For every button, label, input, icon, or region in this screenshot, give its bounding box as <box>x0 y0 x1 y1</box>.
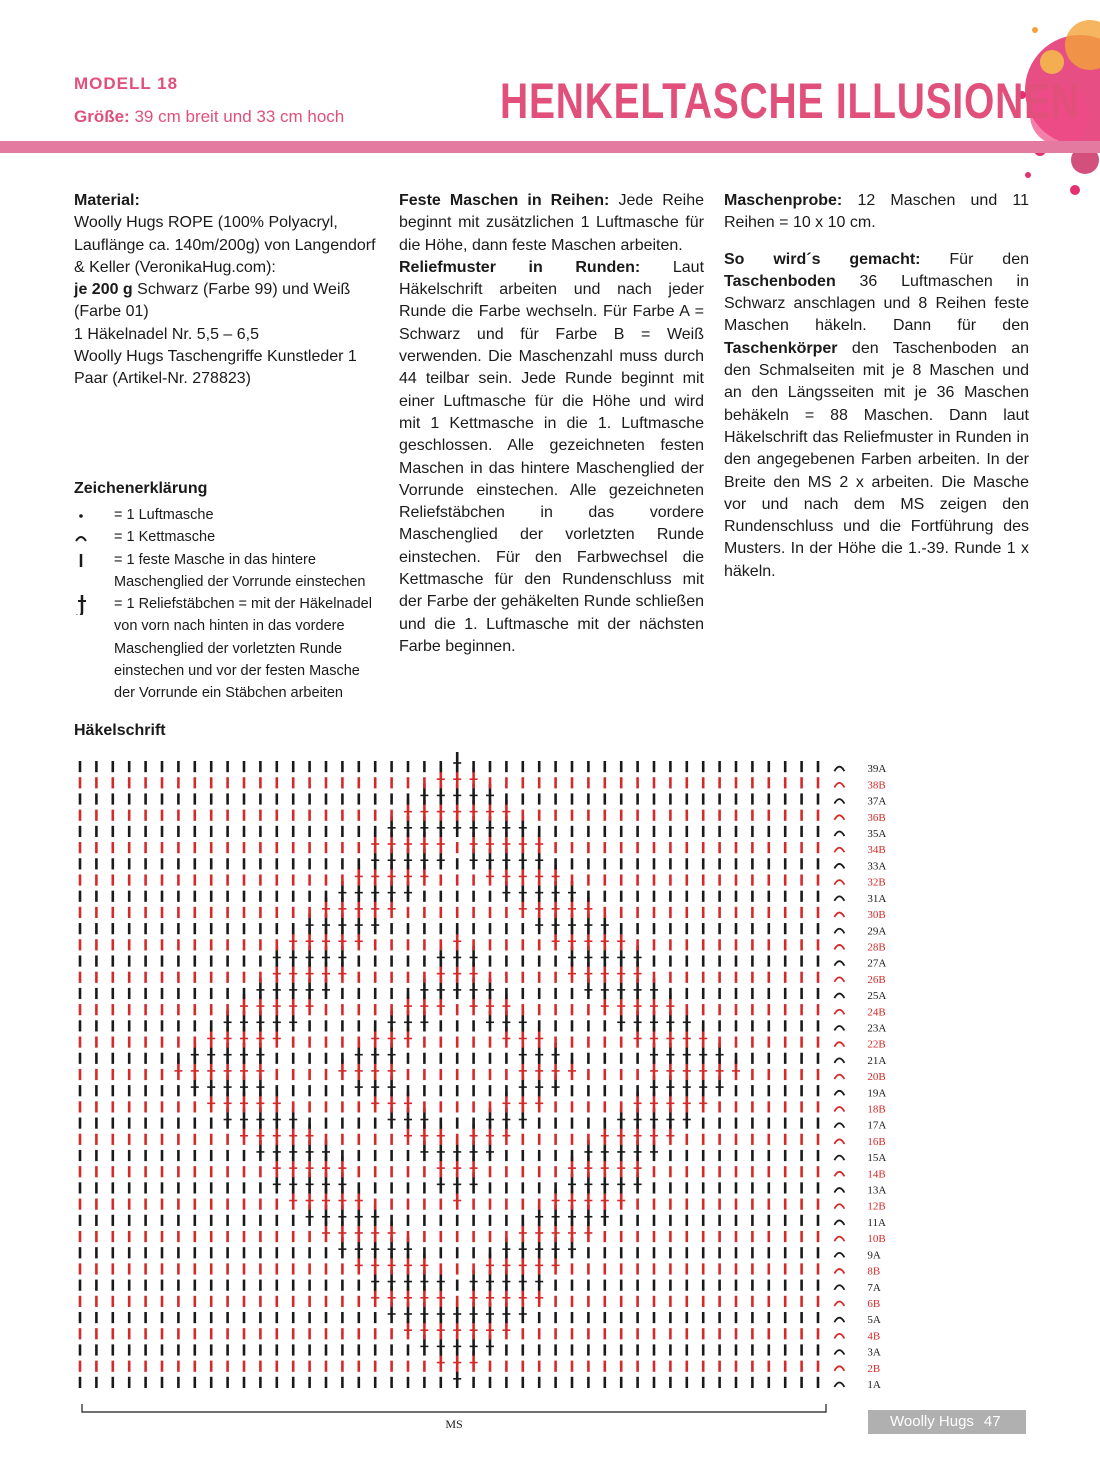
chart-title: Häkelschrift <box>74 722 166 739</box>
row-label: 5A <box>867 1314 881 1327</box>
slip-stitch-icon <box>834 1334 844 1339</box>
page-footer <box>868 1410 1026 1434</box>
legend-text-relief-2: von vorn nach hinten in das vordere <box>114 618 345 635</box>
footer-brand: Woolly Hugs <box>890 1413 974 1430</box>
slip-stitch-icon <box>834 1156 844 1161</box>
row-label: 7A <box>867 1281 881 1294</box>
slip-stitch-icon <box>834 896 844 901</box>
slip-stitch-icon <box>834 799 844 804</box>
legend-item-chain <box>74 504 389 526</box>
amount-bold: je 200 g <box>74 281 133 299</box>
slip-stitch-icon <box>834 1253 844 1258</box>
slip-stitch-icon <box>834 783 844 788</box>
row-label: 30B <box>867 909 886 922</box>
slip-stitch-icon <box>834 1188 844 1193</box>
slip-stitch-icon <box>834 1075 844 1080</box>
instructions-column <box>399 190 704 658</box>
slip-stitch-icon <box>834 994 844 999</box>
page-number: 47 <box>983 1413 1001 1430</box>
crochet-chart <box>70 752 920 1430</box>
row-label: 15A <box>867 1152 887 1165</box>
slip-stitch-icon <box>834 1042 844 1047</box>
slip-stitch-icon <box>834 832 844 837</box>
legend-text-relief-4: einstechen und vor der festen Masche <box>114 663 360 680</box>
row-label: 22B <box>867 1038 886 1051</box>
slip-stitch-icon <box>834 1318 844 1323</box>
slip-stitch-icon <box>834 1237 844 1242</box>
row-label: 19A <box>867 1087 887 1100</box>
rows-text: Jede Reihe beginnt mit zusätzlichen 1 Luftmasche für die Höhe, dann feste Maschen arbeiten. <box>399 192 705 254</box>
row-label: 2B <box>867 1362 881 1375</box>
slip-stitch-icon <box>834 961 844 966</box>
slip-stitch-icon <box>834 864 844 869</box>
legend-text-relief-3: Maschenglied der vorletzten Runde <box>114 640 343 657</box>
row-label: 39A <box>867 763 887 776</box>
slip-stitch-icon <box>834 1220 844 1225</box>
row-label: 32B <box>867 876 886 889</box>
row-label: 8B <box>867 1265 881 1278</box>
slip-stitch-icon <box>834 1269 844 1274</box>
gauge-heading: Maschenprobe: <box>724 192 843 209</box>
legend-text-relief: = 1 Reliefstäbchen = mit der Häkelnadel <box>114 596 372 613</box>
slip-stitch-icon <box>74 526 110 548</box>
material-column <box>74 190 384 391</box>
row-label: 25A <box>867 990 887 1003</box>
slip-stitch-icon <box>834 1139 844 1144</box>
handles-text: Woolly Hugs Taschengriffe Kunstleder 1 Paar (Artikel-Nr. 278823) <box>74 348 357 388</box>
row-label: 23A <box>867 1022 887 1035</box>
material-text: Woolly Hugs ROPE (100% Polyacryl, Lauflänge ca. 140m/200g) von Langendorf & Keller (VeronikaHug.com): <box>74 214 376 276</box>
method-bold-3: Taschenkörper <box>724 339 838 357</box>
method-text-1: Für den <box>949 250 1030 268</box>
single-crochet-icon <box>74 549 110 571</box>
row-label: 18B <box>867 1103 886 1116</box>
dot-icon <box>74 504 110 526</box>
row-label: 13A <box>867 1184 887 1197</box>
row-label: 35A <box>867 828 887 841</box>
gauge-text: 12 Maschen und 11 Reihen = 10 x 10 cm. <box>724 192 1029 232</box>
row-label: 12B <box>867 1200 886 1213</box>
row-label: 38B <box>867 779 886 792</box>
slip-stitch-icon <box>834 1172 844 1177</box>
legend-title: Zeichenerklärung <box>74 480 208 497</box>
hook-text: 1 Häkelnadel Nr. 5,5 – 6,5 <box>74 325 260 343</box>
row-label: 21A <box>867 1054 887 1067</box>
slip-stitch-icon <box>834 929 844 934</box>
slip-stitch-icon <box>834 1285 844 1290</box>
method-bold-2: Taschenboden <box>724 272 836 290</box>
legend-text-slip: = 1 Kettmasche <box>114 529 216 546</box>
row-label: 34B <box>867 844 886 857</box>
row-label: 27A <box>867 957 887 970</box>
slip-stitch-icon <box>834 767 844 772</box>
legend-item-relief <box>74 593 389 615</box>
slip-stitch-icon <box>834 848 844 853</box>
header-rule <box>0 141 1100 153</box>
slip-stitch-icon <box>834 1204 844 1209</box>
slip-stitch-icon <box>834 1107 844 1112</box>
relief-text: Laut Häkelschrift arbeiten und nach jeder Runde die Farbe wechseln. Für Farbe A = Schwarz und für Farbe B = Weiß verwenden. Die Maschenzahl muss durch 44 teilbar sein. Jede Runde beginnt mit einer Luftmasche für die Höhe und wird mit 1 Kettmasche in die 1. Luftmasche geschlossen. Alle gezeichneten festen Maschen in das hintere Maschenglied der Vorrunde einstechen. Alle gezeichneten Reliefstäbchen in das vordere Maschenglied der vorletzten Runde einstechen. Für den Farbwechsel die Kettmasche für den Rundenschluss mit der Farbe der gehäkelten Runde schließen und die 1. Luftmasche mit der nächsten Farbe beginnen. <box>399 258 705 655</box>
repeat-bracket <box>82 1404 826 1412</box>
legend-item-single <box>74 549 389 571</box>
row-label: 31A <box>867 892 887 905</box>
method-column <box>724 190 1029 583</box>
row-label: 4B <box>867 1330 881 1343</box>
slip-stitch-icon <box>834 1058 844 1063</box>
size-info <box>74 107 344 127</box>
slip-stitch-icon <box>834 1026 844 1031</box>
legend-text-single-2: Maschenglied der Vorrunde einstechen <box>114 573 366 590</box>
relief-heading: Reliefmuster in Runden: <box>399 258 641 276</box>
method-text-2: 36 Luftmaschen in Schwarz anschlagen und 8 Reihen feste Maschen häkeln. Dann für den <box>724 272 1029 335</box>
page-title: HENKELTASCHE ILLUSIONEN <box>500 73 1080 129</box>
row-label: 33A <box>867 860 887 873</box>
row-label: 37A <box>867 795 887 808</box>
row-label: 1A <box>867 1379 881 1391</box>
row-label: 11A <box>867 1216 886 1229</box>
slip-stitch-icon <box>834 880 844 885</box>
slip-stitch-icon <box>834 815 844 820</box>
row-label: 28B <box>867 941 886 954</box>
slip-stitch-icon <box>834 1123 844 1128</box>
row-label: 9A <box>867 1249 881 1262</box>
legend-text-single: = 1 feste Masche in das hintere <box>114 551 316 568</box>
row-label: 36B <box>867 811 886 824</box>
row-label: 20B <box>867 1071 886 1084</box>
slip-stitch-icon <box>834 1350 844 1355</box>
row-label: 26B <box>867 973 886 986</box>
size-value: 39 cm breit und 33 cm hoch <box>134 107 345 126</box>
amount-text: Schwarz (Farbe 99) und Weiß (Farbe 01) <box>74 281 351 321</box>
slip-stitch-icon <box>834 945 844 950</box>
slip-stitch-icon <box>834 1383 844 1388</box>
row-label: 6B <box>867 1297 881 1310</box>
legend <box>74 504 389 705</box>
row-label: 17A <box>867 1119 887 1132</box>
size-label: Größe: <box>74 107 130 126</box>
legend-text-relief-5: der Vorrunde ein Stäbchen arbeiten <box>114 685 343 702</box>
slip-stitch-icon <box>834 913 844 918</box>
method-heading: So wird´s gemacht: <box>724 250 921 268</box>
row-label: 14B <box>867 1168 886 1181</box>
row-label: 24B <box>867 1006 886 1019</box>
slip-stitch-icon <box>834 1010 844 1015</box>
legend-item-slip <box>74 526 389 548</box>
slip-stitch-icon <box>834 1091 844 1096</box>
row-label: 3A <box>867 1346 881 1359</box>
slip-stitch-icon <box>834 1301 844 1306</box>
method-text-3: den Taschenboden an den Schmalseiten mit je 8 Maschen und an den Längsseiten mit je 36 Maschen behäkeln = 88 Maschen. Dann laut Häkelschrift das Reliefmuster in Runden in den angegebenen Farben arbeiten. In der Breite den MS 2 x arbeiten. Die Masche vor und nach dem MS zeigen den Rundenschluss und die Fortführung des Musters. In der Höhe die 1.-39. Runde 1 x häkeln. <box>724 339 1029 580</box>
row-label: 29A <box>867 925 887 938</box>
repeat-label: MS <box>445 1417 463 1430</box>
relief-stitch-icon <box>74 593 110 615</box>
row-label: 16B <box>867 1135 886 1148</box>
row-label: 10B <box>867 1233 886 1246</box>
material-heading: Material: <box>74 192 140 209</box>
model-number: MODELL 18 <box>74 74 179 93</box>
rows-heading: Feste Maschen in Reihen: <box>399 192 610 209</box>
slip-stitch-icon <box>834 1366 844 1371</box>
slip-stitch-icon <box>834 977 844 982</box>
legend-text-chain: = 1 Luftmasche <box>114 507 214 523</box>
